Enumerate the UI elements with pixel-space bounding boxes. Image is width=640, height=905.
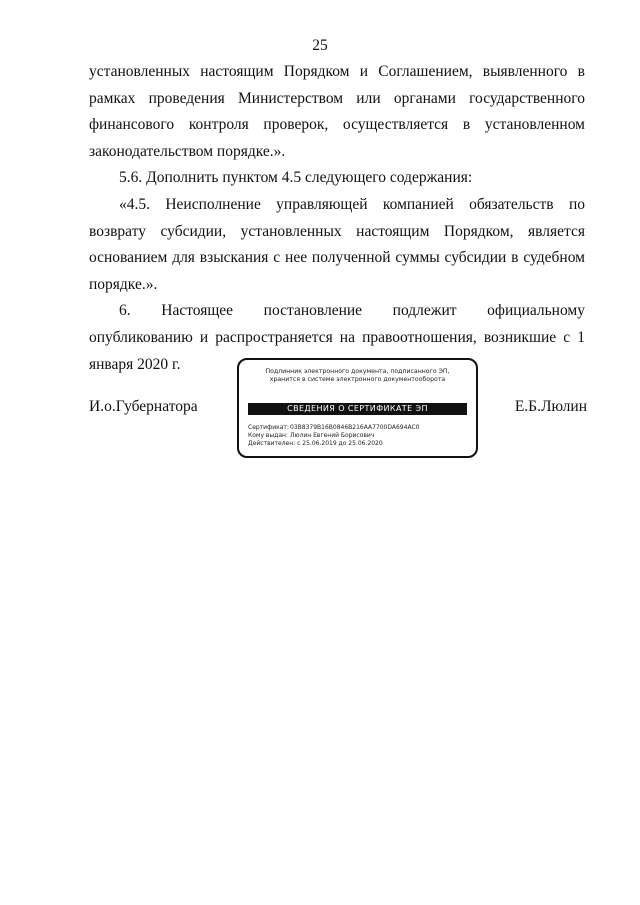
stamp-issued-label: Кому выдан: [248, 432, 288, 439]
stamp-valid-value: с 25.06.2019 до 25.06.2020 [297, 440, 383, 447]
stamp-issued-row [248, 432, 470, 440]
paragraph-6: 6. Настоящее постановление подлежит официальному опубликованию и распространяется на правоотношения, возникшие с 1 января 2020 г. [89, 302, 585, 373]
stamp-header-line-2: хранится в системе электронного документооборота [269, 376, 446, 383]
signer-name: Е.Б.Люлин [514, 398, 587, 415]
body-text [89, 59, 585, 378]
page-number: 25 [312, 37, 328, 54]
stamp-issued-value: Люлин Евгений Борисович [290, 432, 375, 439]
paragraph-5-6: 5.6. Дополнить пунктом 4.5 следующего содержания: [119, 169, 473, 187]
stamp-cert-value: 03B8379B16B0846B216AA7700DA694AC0 [290, 424, 420, 431]
stamp-details [248, 424, 470, 448]
stamp-cert-row [248, 424, 470, 432]
paragraph-4-5: «4.5. Неисполнение управляющей компанией обязательств по возврату субсидии, установленных настоящим Порядком, является основанием для взыскания с нее полученной суммы субсидии в судебном порядке.». [89, 195, 585, 293]
signer-title: И.о.Губернатора [89, 398, 198, 415]
electronic-signature-stamp [237, 358, 478, 458]
stamp-certificate-bar: СВЕДЕНИЯ О СЕРТИФИКАТЕ ЭП [248, 403, 467, 415]
stamp-valid-row [248, 440, 470, 448]
stamp-header [239, 368, 476, 384]
stamp-cert-label: Сертификат: [248, 424, 289, 431]
stamp-header-line-1: Подлинник электронного документа, подписанного ЭП, [265, 368, 450, 375]
signature-row [0, 358, 640, 460]
stamp-valid-label: Действителен: [248, 440, 296, 447]
paragraph-continuation: установленных настоящим Порядком и Соглашением, выявленного в рамках проведения Министерством или органами государственного финансового контроля проверок, осуществляется в установленном законодательством порядке.». [89, 63, 585, 160]
